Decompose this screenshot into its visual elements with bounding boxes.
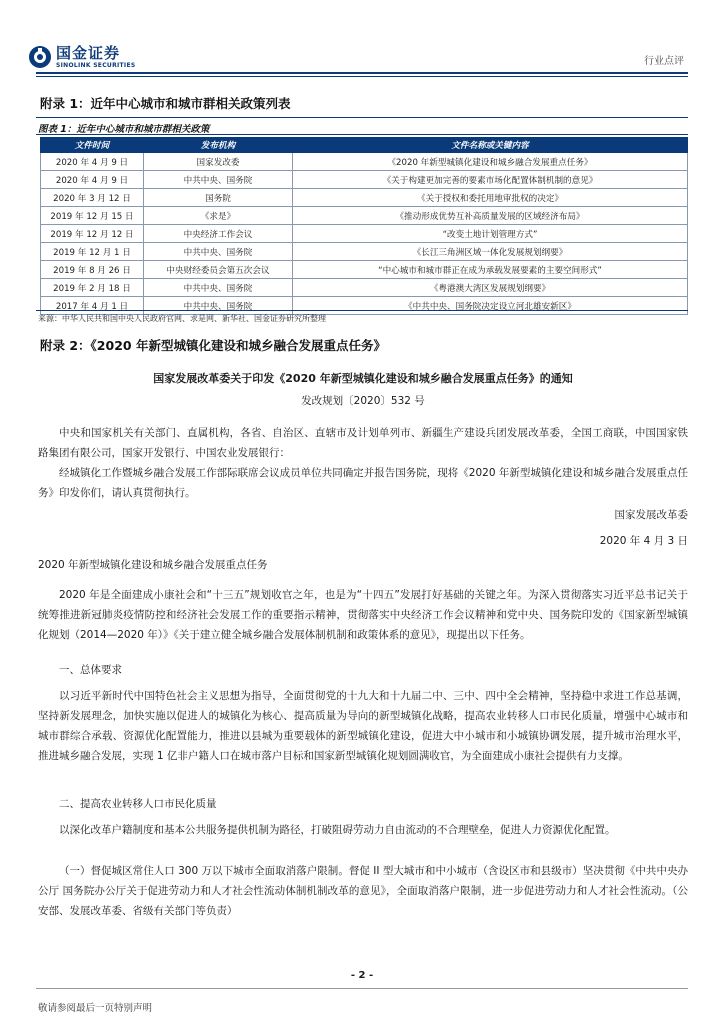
cell-date: 2019 年 12 月 15 日 (41, 207, 144, 225)
cell-issuer: 中共中央、国务院 (144, 171, 293, 189)
table-row (41, 279, 688, 297)
brand-name-cn: 国金证券 (56, 43, 121, 62)
cell-document: 《2020 年新型城镇化建设和城乡融合发展重点任务》 (293, 153, 688, 171)
cell-document: “中心城市和城市群正在成为承载发展要素的主要空间形式” (293, 261, 688, 279)
cell-date: 2020 年 4 月 9 日 (41, 153, 144, 171)
disclaimer-note: 敬请参阅最后一页特别声明 (38, 1003, 153, 1014)
table-row (41, 171, 688, 189)
table-row (41, 225, 688, 243)
figure-top-rule (36, 117, 688, 118)
cell-date: 2019 年 12 月 12 日 (41, 225, 144, 243)
page-number: - 2 - (350, 970, 374, 981)
cell-date: 2020 年 4 月 9 日 (41, 171, 144, 189)
cell-issuer: 中共中央、国务院 (144, 297, 293, 315)
cell-document: 《中共中央、国务院决定设立河北雄安新区》 (293, 297, 688, 315)
cell-document: 《关于授权和委托用地审批权的决定》 (293, 189, 688, 207)
section-heading-general-requirements: 一、总体要求 (59, 664, 122, 676)
column-header-document: 文件名称或关键内容 (293, 138, 688, 153)
header-divider-thin (36, 76, 688, 77)
cell-date: 2019 年 2 月 18 日 (41, 279, 144, 297)
cell-document: “改变土地计划管理方式” (293, 225, 688, 243)
company-logo (28, 42, 135, 72)
cell-issuer: 国务院 (144, 189, 293, 207)
header-divider (36, 72, 688, 74)
cell-document: 《粤港澳大湾区发展规划纲要》 (293, 279, 688, 297)
table-row (41, 207, 688, 225)
notice-signer: 国家发展改革委 (614, 509, 688, 521)
notice-body: 经城镇化工作暨城乡融合发展工作部际联席会议成员单位共同确定并报告国务院，现将《2020 年新型城镇化建设和城乡融合发展重点任务》印发你们，请认真贯彻执行。 (38, 467, 688, 499)
page-header (0, 0, 724, 80)
general-requirements-paragraph: 以习近平新时代中国特色社会主义思想为指导，全面贯彻党的十九大和十九届二中、三中、四中全会精神，坚持稳中求进工作总基调，坚持新发展理念，加快实施以促进人的城镇化为核心、提高质量为导向的新型城镇化战略，提高农业转移人口市民化质量，增强中心城市和城市群综合承载、资源优化配置能力，推进以县城为重要载体的新型城镇化建设，促进大中小城市和小城镇协调发展，提升城市治理水平，推进城乡融合发展，实现 1 亿非户籍人口在城市落户目标和国家新型城镇化规划圆满收官，为全面建成小康社会提供有力支撑。 (38, 690, 688, 762)
cell-issuer: 中央经济工作会议 (144, 225, 293, 243)
column-header-date: 文件时间 (41, 138, 144, 153)
policy-table (40, 137, 688, 315)
cell-document: 《推动形成优势互补高质量发展的区域经济布局》 (293, 207, 688, 225)
appendix2-title: 附录 2：《2020 年新型城镇化建设和城乡融合发展重点任务》 (40, 338, 386, 353)
notice-date: 2020 年 4 月 3 日 (599, 535, 688, 547)
figure-title: 图表 1：近年中心城市和城市群相关政策 (38, 124, 210, 135)
cell-date: 2019 年 12 月 1 日 (41, 243, 144, 261)
table-row (41, 243, 688, 261)
column-header-issuer: 发布机构 (144, 138, 293, 153)
policy-table-body (41, 153, 688, 315)
cell-issuer: 中央财经委员会第五次会议 (144, 261, 293, 279)
document-number: 发改规划〔2020〕532 号 (301, 395, 425, 407)
table-source: 来源：中华人民共和国中央人民政府官网、求是网、新华社、国金证券研究所整理 (38, 314, 326, 323)
cell-document: 《关于构建更加完善的要素市场化配置体制机制的意见》 (293, 171, 688, 189)
cell-date: 2020 年 3 月 12 日 (41, 189, 144, 207)
table-row (41, 261, 688, 279)
intro-paragraph: 2020 年是全面建成小康社会和“十三五”规划收官之年，也是为“十四五”发展打好基础的关键之年。为深入贯彻落实习近平总书记关于统筹推进新冠肺炎疫情防控和经济社会发展工作的重要指示精神，贯彻落实中央经济工作会议精神和党中央、国务院印发的《国家新型城镇化规划（2014—2020 年）》《关于建立健全城乡融合发展体制机制和政策体系的意见》，现提出以下任务。 (38, 589, 688, 641)
brand-name-en: SINOLINK SECURITIES (56, 61, 136, 69)
table-row (41, 297, 688, 315)
figure-title-rule (36, 134, 688, 135)
notice-recipients: 中央和国家机关有关部门、直属机构，各省、自治区、直辖市及计划单列市、新疆生产建设兵团发展改革委，全国工商联，中国国家铁路集团有限公司，国家开发银行、中国农业发展银行： (38, 427, 688, 459)
report-type-label: 行业点评 (644, 56, 684, 67)
logo-mark-icon (28, 45, 52, 69)
figure-bottom-rule (36, 310, 688, 311)
cell-issuer: 中共中央、国务院 (144, 243, 293, 261)
cell-issuer: 中共中央、国务院 (144, 279, 293, 297)
table-row (41, 153, 688, 171)
cell-date: 2017 年 4 月 1 日 (41, 297, 144, 315)
cell-issuer: 国家发改委 (144, 153, 293, 171)
item-one-paragraph: （一）督促城区常住人口 300 万以下城市全面取消落户限制。督促 II 型大城市和中小城市（含设区市和县级市）坚决贯彻《中共中央办公厅 国务院办公厅关于促进劳动力和人才社会性流动体制机制改革的意见》，全面取消落户限制，进一步促进劳动力和人才社会性流动。（公安部、发展改革委、省级有关部门等负责） (38, 865, 688, 917)
document-heading: 2020 年新型城镇化建设和城乡融合发展重点任务 (38, 559, 268, 571)
cell-issuer: 《求是》 (144, 207, 293, 225)
section-heading-citizenization: 二、提高农业转移人口市民化质量 (59, 798, 217, 810)
cell-document: 《长江三角洲区域一体化发展规划纲要》 (293, 243, 688, 261)
appendix1-title: 附录 1：近年中心城市和城市群相关政策列表 (40, 96, 291, 111)
footer-divider (36, 988, 688, 989)
table-row (41, 189, 688, 207)
citizenization-paragraph: 以深化改革户籍制度和基本公共服务提供机制为路径，打破阻碍劳动力自由流动的不合理壁垒，促进人力资源优化配置。 (59, 824, 616, 836)
notice-title: 国家发展改革委关于印发《2020 年新型城镇化建设和城乡融合发展重点任务》的通知 (153, 372, 573, 385)
table-header-row (41, 138, 688, 153)
cell-date: 2019 年 8 月 26 日 (41, 261, 144, 279)
